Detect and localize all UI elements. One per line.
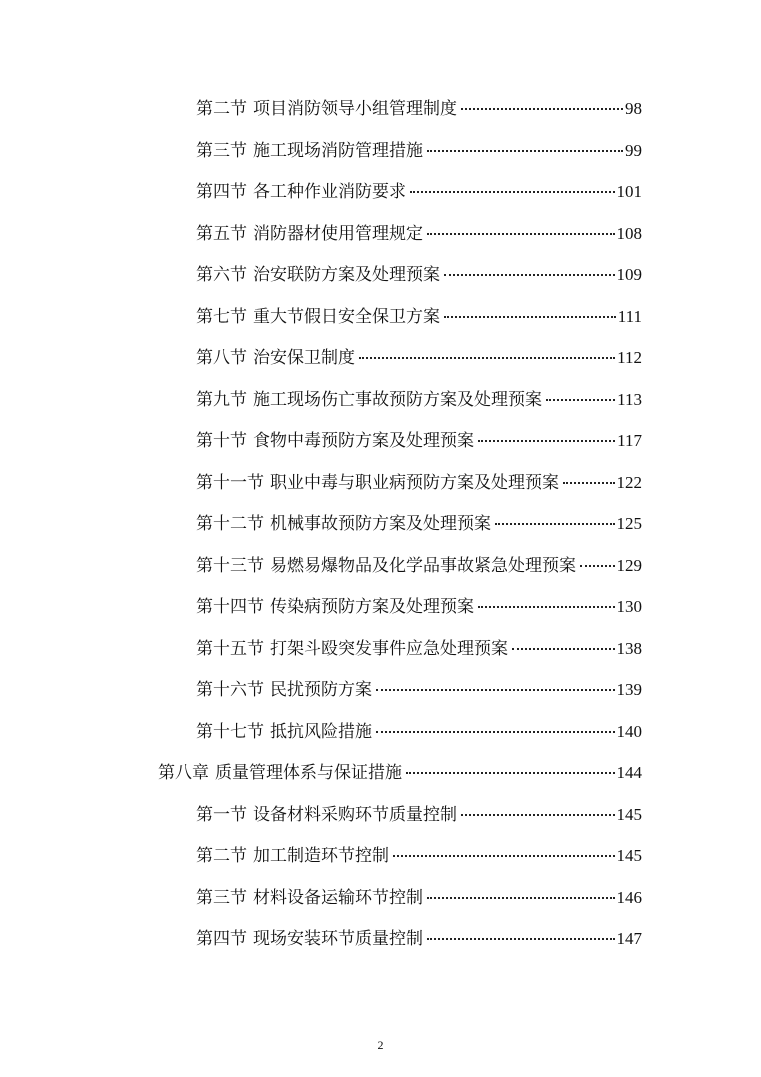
dot-leader	[376, 730, 615, 733]
toc-entry-page: 122	[616, 473, 642, 492]
toc-entry[interactable]	[196, 470, 642, 496]
toc-entry[interactable]	[196, 885, 642, 911]
toc-entry-title: 施工现场消防管理措施	[253, 141, 423, 161]
toc-entry[interactable]	[196, 304, 642, 330]
toc-entry-page: 117	[617, 431, 642, 450]
dot-leader	[427, 149, 623, 152]
toc-entry-number: 第二节	[196, 99, 247, 119]
toc-entry-page: 129	[616, 556, 642, 575]
toc-entry-number: 第十二节	[196, 514, 264, 534]
toc-entry-number: 第四节	[196, 182, 247, 202]
toc-entry[interactable]	[196, 802, 642, 828]
toc-entry-number: 第八章	[158, 763, 209, 783]
toc-entry-page: 140	[616, 722, 642, 741]
toc-entry[interactable]	[196, 428, 642, 454]
toc-entry-number: 第三节	[196, 141, 247, 161]
dot-leader	[461, 813, 615, 816]
toc-entry-number: 第三节	[196, 888, 247, 908]
toc-entry-title: 民扰预防方案	[270, 680, 372, 700]
dot-leader	[393, 854, 615, 857]
toc-entry-title: 治安联防方案及处理预案	[253, 265, 440, 285]
toc-entry-number: 第七节	[196, 307, 247, 327]
toc-entry-title: 设备材料采购环节质量控制	[253, 805, 457, 825]
dot-leader	[376, 688, 615, 691]
dot-leader	[427, 937, 615, 940]
toc-entry-number: 第九节	[196, 390, 247, 410]
toc-entry-page: 146	[616, 888, 642, 907]
toc-entry[interactable]	[196, 345, 642, 371]
dot-leader	[546, 398, 615, 401]
toc-entry-page: 111	[617, 307, 642, 326]
toc-entry[interactable]	[196, 636, 642, 662]
toc-entry-title: 机械事故预防方案及处理预案	[270, 514, 491, 534]
toc-entry-title: 食物中毒预防方案及处理预案	[253, 431, 474, 451]
toc-entry-number: 第十四节	[196, 597, 264, 617]
dot-leader	[495, 522, 615, 525]
dot-leader	[444, 315, 616, 318]
toc-entry-page: 144	[616, 763, 642, 782]
dot-leader	[478, 605, 615, 608]
toc-entry-page: 145	[616, 846, 642, 865]
dot-leader	[427, 896, 615, 899]
dot-leader	[580, 564, 615, 567]
toc-entry-title: 加工制造环节控制	[253, 846, 389, 866]
toc-entry-number: 第十节	[196, 431, 247, 451]
toc-entry-number: 第六节	[196, 265, 247, 285]
toc-entry-page: 109	[616, 265, 642, 284]
toc-entry-title: 职业中毒与职业病预防方案及处理预案	[270, 473, 559, 493]
toc-entry-title: 打架斗殴突发事件应急处理预案	[270, 639, 508, 659]
toc-entry[interactable]	[196, 926, 642, 952]
toc-entry[interactable]	[196, 262, 642, 288]
dot-leader	[427, 232, 615, 235]
toc-entry-title: 抵抗风险措施	[270, 722, 372, 742]
toc-entry[interactable]	[196, 511, 642, 537]
dot-leader	[410, 190, 615, 193]
toc-entry-title: 各工种作业消防要求	[253, 182, 406, 202]
toc-entry-title: 传染病预防方案及处理预案	[270, 597, 474, 617]
toc-entry-page: 112	[617, 348, 642, 367]
toc-entry-title: 易燃易爆物品及化学品事故紧急处理预案	[270, 556, 576, 576]
toc-entry[interactable]	[196, 553, 642, 579]
toc-entry-page: 99	[625, 141, 642, 160]
toc-entry-title: 施工现场伤亡事故预防方案及处理预案	[253, 390, 542, 410]
toc-entry-page: 145	[616, 805, 642, 824]
dot-leader	[461, 107, 623, 110]
toc-entry-title: 项目消防领导小组管理制度	[253, 99, 457, 119]
toc-entry[interactable]	[196, 221, 642, 247]
dot-leader	[406, 771, 615, 774]
dot-leader	[512, 647, 615, 650]
page-number: 2	[377, 1038, 384, 1052]
toc-entry-page: 139	[616, 680, 642, 699]
toc-entry-title: 材料设备运输环节控制	[253, 888, 423, 908]
dot-leader	[478, 439, 615, 442]
toc-entry-page: 108	[616, 224, 642, 243]
toc-entry[interactable]	[196, 179, 642, 205]
toc-entry[interactable]	[196, 387, 642, 413]
dot-leader	[444, 273, 615, 276]
toc-entry-number: 第一节	[196, 805, 247, 825]
toc-chapter-entry[interactable]	[158, 760, 642, 786]
toc-entry-page: 125	[616, 514, 642, 533]
toc-entry-page: 101	[616, 182, 642, 201]
toc-entry[interactable]	[196, 843, 642, 869]
toc-entry-page: 113	[617, 390, 642, 409]
toc-entry-number: 第十五节	[196, 639, 264, 659]
toc-entry[interactable]	[196, 594, 642, 620]
toc-entry-number: 第八节	[196, 348, 247, 368]
toc-entry-number: 第十一节	[196, 473, 264, 493]
toc-entry-page: 130	[616, 597, 642, 616]
dot-leader	[563, 481, 615, 484]
toc-entry-number: 第二节	[196, 846, 247, 866]
toc-entry[interactable]	[196, 719, 642, 745]
toc-entry-title: 现场安装环节质量控制	[253, 929, 423, 949]
dot-leader	[359, 356, 615, 359]
toc-entry-page: 98	[625, 99, 642, 118]
toc-entry[interactable]	[196, 138, 642, 164]
toc-entry-number: 第四节	[196, 929, 247, 949]
toc-entry-title: 重大节假日安全保卫方案	[253, 307, 440, 327]
toc-entry-number: 第十七节	[196, 722, 264, 742]
toc-entry-page: 147	[616, 929, 642, 948]
toc-entry[interactable]	[196, 677, 642, 703]
toc-entry-number: 第十三节	[196, 556, 264, 576]
toc-entry-title: 消防器材使用管理规定	[253, 224, 423, 244]
toc-entry-title: 治安保卫制度	[253, 348, 355, 368]
toc-entry-number: 第五节	[196, 224, 247, 244]
toc-entry[interactable]	[196, 96, 642, 122]
toc-entry-title: 质量管理体系与保证措施	[215, 763, 402, 783]
toc-entry-page: 138	[616, 639, 642, 658]
toc-entry-number: 第十六节	[196, 680, 264, 700]
